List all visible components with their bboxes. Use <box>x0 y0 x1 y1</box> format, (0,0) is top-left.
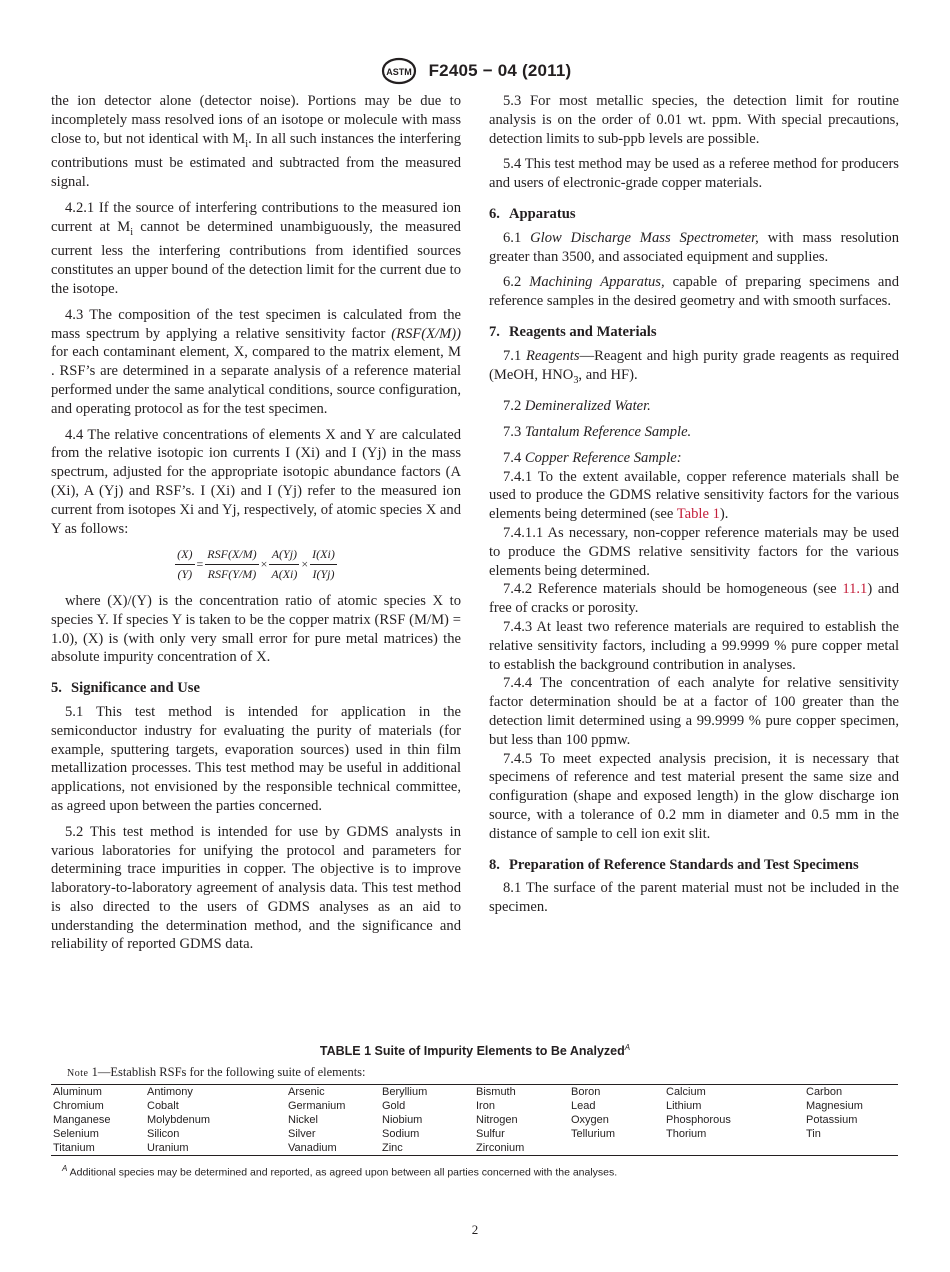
paragraph-4-2-cont: the ion detector alone (detector noise). Portions may be due to incompletely mass resolved ions of an isotope or molecule with mass close to, but not identical with $M_i$. In all such instances the interfering contributions must be estimated and subtracted from the measured signal. <box>51 93 461 191</box>
table-cell: Titanium <box>53 1142 95 1154</box>
paragraph-7-4-1-1: 7.4.1.1 As necessary, non-copper reference materials may be used to produce the GDMS relative sensitivity factors for the various elements being determined. <box>489 525 899 579</box>
table-cell: Oxygen <box>571 1114 609 1126</box>
impurity-elements-table <box>51 1084 898 1156</box>
table-cell: Silicon <box>147 1128 180 1140</box>
table-cell: Selenium <box>53 1128 99 1140</box>
page-number: 2 <box>471 1222 479 1237</box>
section-11-1-link[interactable]: 11.1 <box>842 581 868 598</box>
table-cell: Tin <box>806 1128 821 1140</box>
paragraph-7-4-4: 7.4.4 The concentration of each analyte for relative sensitivity factor determination should be at a factor of 100 greater than the detection limit determined using a 99.9999 % pure copper specimen, but less than 100 ppmw. <box>489 675 899 748</box>
paragraph-5-4: 5.4 This test method may be used as a referee method for producers and users of electronic-grade copper materials. <box>489 156 899 192</box>
table-cell: Germanium <box>288 1100 346 1112</box>
table-cell: Bismuth <box>476 1086 516 1098</box>
table-cell: Carbon <box>806 1086 843 1098</box>
paragraph-4-4: 4.4 The relative concentrations of elements X and Y are calculated from the relative isotopic ion currents I (Xi) and I (Yj) in the mass spectrum, adjusted for the appropriate isotopic abundance factors (A (Xi), A (Yj) and RSF’s. I (Xi) and I (Yj) refer to the measured ion current from isotopes Xi and Yj, respectively, of atomic species X and Y as follows: <box>51 426 461 537</box>
section-8-heading: 8. Preparation of Reference Standards and Test Specimens <box>489 856 859 873</box>
paragraph-7-4-1: 7.4.1 To the extent available, copper reference materials shall be used to produce the GDMS relative sensitivity factors for the various elements being determined (see Table 1). <box>489 468 899 523</box>
table-row <box>51 1099 898 1113</box>
table-cell: Boron <box>571 1086 601 1098</box>
right-column <box>489 92 899 924</box>
svg-text:ASTM: ASTM <box>385 67 412 77</box>
table-cell: Gold <box>382 1100 406 1112</box>
table-cell: Nickel <box>288 1114 318 1126</box>
table-cell: Nitrogen <box>476 1114 518 1126</box>
paragraph-6-1: 6.1 Glow Discharge Mass Spectrometer, with mass resolution greater than 3500, and associated equipment and supplies. <box>489 229 899 265</box>
left-column <box>51 92 461 961</box>
table-cell: Tellurium <box>571 1128 616 1140</box>
table-1-link[interactable]: Table 1 <box>676 506 720 523</box>
table-cell: Lithium <box>666 1100 702 1112</box>
paragraph-4-2-1: 4.2.1 If the source of interfering contributions to the measured ion current at $M_i$ cannot be determined unambiguously, the measured current less the interfering contributions from identified sources constitutes an upper bound of the detection limit for the current due to the isotope. <box>51 199 461 297</box>
table-cell: Arsenic <box>288 1086 325 1098</box>
table-cell: Silver <box>288 1128 316 1140</box>
table-cell <box>569 1141 664 1155</box>
paragraph-4-4-where: where (X)/(Y) is the concentration ratio of atomic species X to species Y. If species Y is taken to be the copper matrix (RSF (M/M) = 1.0), (X) is (with only very small error for pure metal matrices) the absolute impurity concentration of X. <box>51 592 461 666</box>
paragraph-7-1: 7.1 Reagents—Reagent and high purity grade reagents as required (MeOH, $HNO_3$, and HF). <box>489 347 899 386</box>
paragraph-5-1: 5.1 This test method is intended for application in the semiconductor industry for evaluating the purity of materials (for example, sputtering targets, evaporation sources) used in thin film metallization processes. This test method may be useful in additional applications, not envisioned by the responsible technical committee, as agreed upon between the parties concerned. <box>51 703 461 814</box>
table-cell <box>664 1141 804 1155</box>
table-cell: Magnesium <box>806 1100 863 1112</box>
document-designation: F2405 − 04 (2011) <box>428 61 572 80</box>
table-cell: Cobalt <box>147 1100 179 1112</box>
paragraph-7-4-5: 7.4.5 To meet expected analysis precision, it is necessary that specimens of reference and test material present the same size and configuration (shape and exposed length) in the glow discharge ion source, with a tolerance of 0.2 mm in diameter and 0.5 mm in the distance of sample to cell ion exit slit. <box>489 750 899 842</box>
table-cell: Manganese <box>53 1114 111 1126</box>
table-cell: Beryllium <box>382 1086 428 1098</box>
table-row <box>51 1141 898 1155</box>
table-cell: Uranium <box>147 1142 189 1154</box>
table-cell: Vanadium <box>288 1142 337 1154</box>
paragraph-5-3: 5.3 For most metallic species, the detection limit for routine analysis is on the order of 0.01 wt. ppm. With special precautions, detection limits to sub-ppb levels are possible. <box>489 93 899 147</box>
section-6-heading: 6. Apparatus <box>489 205 576 222</box>
table-1-caption: TABLE 1 Suite of Impurity Elements to Be Analyzed$^A$ <box>319 1043 631 1059</box>
paragraph-7-4-3: 7.4.3 At least two reference materials are required to establish the relative sensitivity factors, including a 99.9999 % pure copper metal to establish the background contribution in analyses. <box>489 619 899 673</box>
table-cell: Zirconium <box>476 1142 525 1154</box>
table-cell <box>804 1141 898 1155</box>
paragraph-7-4: 7.4 Copper Reference Sample: <box>503 449 682 466</box>
paragraph-8-1: 8.1 The surface of the parent material must not be included in the specimen. <box>489 880 899 916</box>
page-header <box>0 56 950 86</box>
paragraph-7-4-2: 7.4.2 Reference materials should be homogeneous (see 11.1) and free of cracks or porosity. <box>489 581 899 617</box>
table-1-footnote: $^A$ Additional species may be determined and reported, as agreed upon between all parties concerned with the analyses. <box>62 1164 618 1179</box>
paragraph-6-2: 6.2 Machining Apparatus, capable of preparing specimens and reference samples in the desired geometry and with smooth surfaces. <box>489 274 899 310</box>
table-cell: Molybdenum <box>147 1114 210 1126</box>
table-cell: Iron <box>476 1100 495 1112</box>
table-cell: Calcium <box>666 1086 706 1098</box>
table-row <box>51 1113 898 1127</box>
table-cell: Chromium <box>53 1100 104 1112</box>
table-cell: Antimony <box>147 1086 193 1098</box>
astm-logo-icon <box>379 56 419 86</box>
paragraph-7-2: 7.2 Demineralized Water. <box>503 398 651 415</box>
rsf-equation: $\frac{(X)}{(Y)}$ = $\frac{\text{RSF(X/M)}}{\text{RSF(Y/M)}}$ × $\frac{A(Yj)}{A(Xi)}$ × $\frac{I(Xi)}{I(Yj)}$ <box>177 547 335 582</box>
paragraph-4-3: 4.3 The composition of the test specimen is calculated from the mass spectrum by applying a relative sensitivity factor (RSF(X/M)) for each contaminant element, X, compared to the matrix element, M . RSF’s are determined in a separate analysis of a reference material performed under the same analytical conditions, source configuration, and operating protocol as for the test specimen. <box>51 306 461 417</box>
table-row <box>51 1085 898 1099</box>
section-5-heading: 5. Significance and Use <box>51 680 200 697</box>
table-cell: Zinc <box>382 1142 403 1154</box>
table-1-note: Note 1—Establish RSFs for the following suite of elements: <box>67 1065 366 1079</box>
paragraph-7-3: 7.3 Tantalum Reference Sample. <box>503 424 692 441</box>
section-7-heading: 7. Reagents and Materials <box>489 323 657 340</box>
table-cell: Thorium <box>666 1128 707 1140</box>
paragraph-5-2: 5.2 This test method is intended for use by GDMS analysts in various laboratories for unifying the protocol and parameters for determining trace impurities in copper. The objective is to improve laboratory-to-laboratory agreement of analysis data. This test method is also directed to the users of GDMS analyses as an aid to understanding the determination method, and the significance and reliability of reported GDMS data. <box>51 823 461 953</box>
table-cell: Phosphorous <box>666 1114 731 1126</box>
table-cell: Aluminum <box>53 1086 102 1098</box>
table-row <box>51 1127 898 1141</box>
table-cell: Sodium <box>382 1128 420 1140</box>
table-cell: Sulfur <box>476 1128 505 1140</box>
table-cell: Potassium <box>806 1114 858 1126</box>
table-cell: Lead <box>571 1100 596 1112</box>
table-cell: Niobium <box>382 1114 423 1126</box>
